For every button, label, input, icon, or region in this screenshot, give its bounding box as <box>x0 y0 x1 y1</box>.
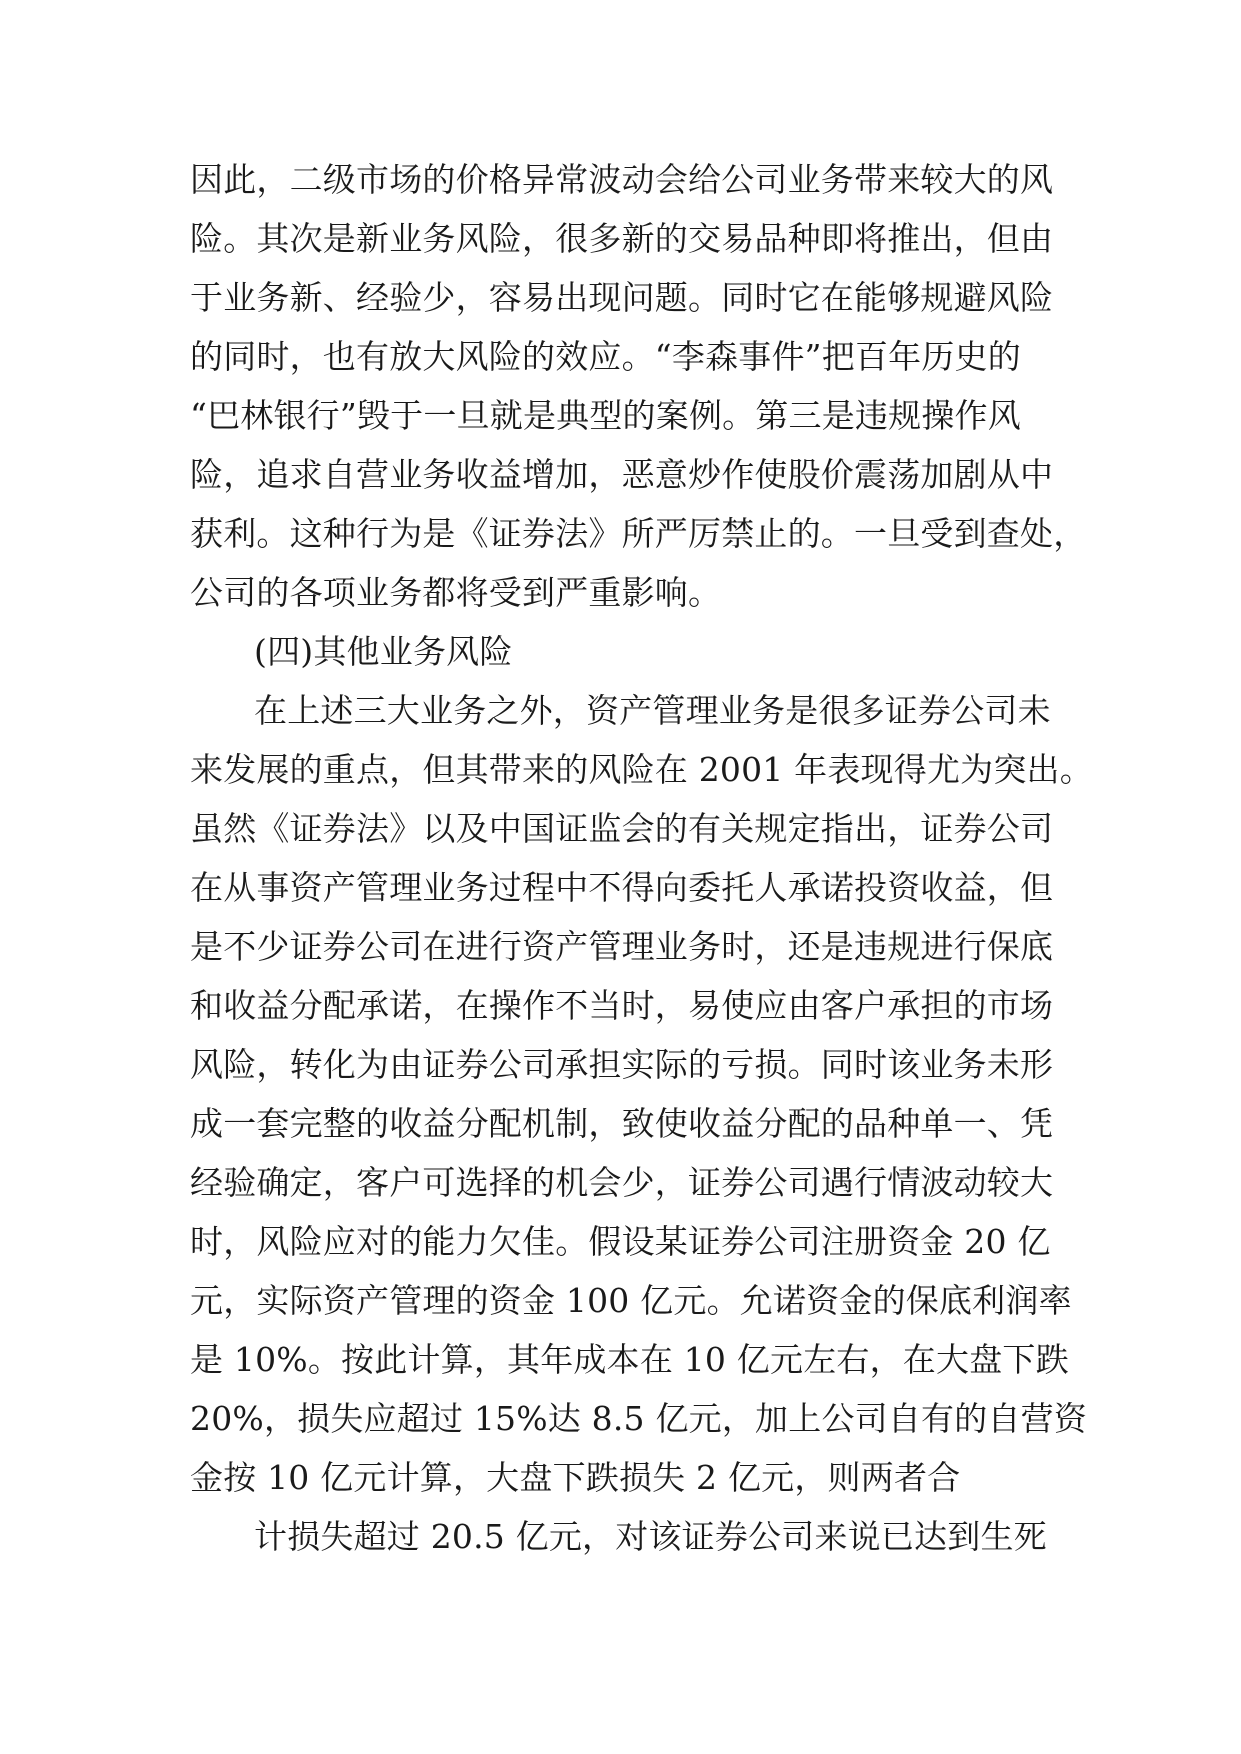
paragraph-line: 在从事资产管理业务过程中不得向委托人承诺投资收益，但 <box>190 868 1054 907</box>
section-heading: (四)其他业务风险 <box>254 632 513 671</box>
paragraph-line: 获利。这种行为是《证券法》所严厉禁止的。一旦受到查处， <box>190 514 1087 553</box>
paragraph-line: 公司的各项业务都将受到严重影响。 <box>190 573 722 612</box>
paragraph-line: 在上述三大业务之外，资产管理业务是很多证券公司未 <box>254 691 1051 730</box>
paragraph-line: 是不少证券公司在进行资产管理业务时，还是违规进行保底 <box>190 927 1054 966</box>
paragraph-line: 是 10%。按此计算，其年成本在 10 亿元左右，在大盘下跌 <box>190 1340 1069 1379</box>
paragraph-line: 因此，二级市场的价格异常波动会给公司业务带来较大的风 <box>190 160 1054 199</box>
paragraph-line: 时，风险应对的能力欠佳。假设某证券公司注册资金 20 亿 <box>190 1222 1051 1261</box>
paragraph-line: 险，追求自营业务收益增加，恶意炒作使股价震荡加剧从中 <box>190 455 1054 494</box>
paragraph-line: 成一套完整的收益分配机制，致使收益分配的品种单一、凭 <box>190 1104 1054 1143</box>
paragraph-line: 和收益分配承诺，在操作不当时，易使应由客户承担的市场 <box>190 986 1054 1025</box>
paragraph-line: 计损失超过 20.5 亿元，对该证券公司来说已达到生死 <box>254 1517 1047 1556</box>
paragraph-line: 险。其次是新业务风险，很多新的交易品种即将推出，但由 <box>190 219 1054 258</box>
paragraph-line: 的同时，也有放大风险的效应。“李森事件”把百年历史的 <box>190 337 1021 376</box>
paragraph-line: “巴林银行”毁于一旦就是典型的案例。第三是违规操作风 <box>190 396 1021 435</box>
document-page <box>190 150 1093 1566</box>
paragraph-line: 经验确定，客户可选择的机会少，证券公司遇行情波动较大 <box>190 1163 1054 1202</box>
paragraph-line: 虽然《证券法》以及中国证监会的有关规定指出，证券公司 <box>190 809 1054 848</box>
paragraph-line: 来发展的重点，但其带来的风险在 2001 年表现得尤为突出。 <box>190 750 1093 789</box>
paragraph-line: 20%，损失应超过 15%达 8.5 亿元，加上公司自有的自营资 <box>190 1399 1088 1438</box>
paragraph-line: 于业务新、经验少，容易出现问题。同时它在能够规避风险 <box>190 278 1054 317</box>
paragraph-line: 金按 10 亿元计算，大盘下跌损失 2 亿元，则两者合 <box>190 1458 961 1497</box>
paragraph-line: 元，实际资产管理的资金 100 亿元。允诺资金的保底利润率 <box>190 1281 1072 1320</box>
paragraph-line: 风险，转化为由证券公司承担实际的亏损。同时该业务未形 <box>190 1045 1054 1084</box>
